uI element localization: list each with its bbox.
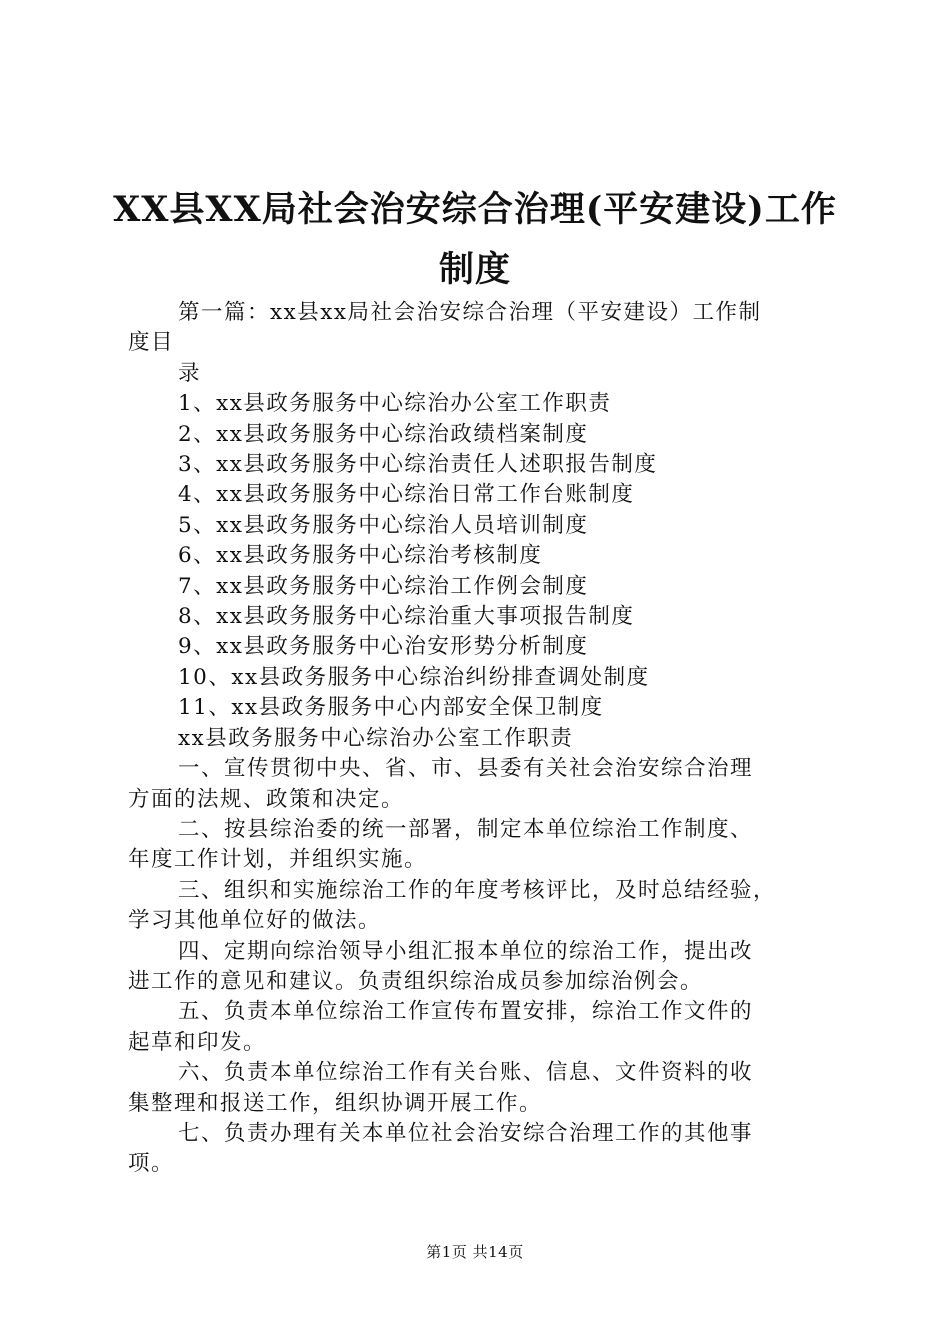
- toc-item-1: 1、xx县政务服务中心综治办公室工作职责: [178, 391, 612, 417]
- paragraph-5-line-1: 五、负责本单位综治工作宣传布置安排，综治工作文件的: [178, 999, 754, 1025]
- paragraph-5-line-2: 起草和印发。: [128, 1029, 267, 1055]
- paragraph-4-line-1: 四、定期向综治领导小组汇报本单位的综治工作，提出改: [178, 938, 754, 964]
- toc-item-11: 11、xx县政务服务中心内部安全保卫制度: [178, 695, 604, 721]
- toc-item-10: 10、xx县政务服务中心综治纠纷排查调处制度: [178, 664, 650, 690]
- paragraph-2-line-2: 年度工作计划，并组织实施。: [128, 847, 428, 873]
- paragraph-3-line-2: 学习其他单位好的做法。: [128, 908, 382, 934]
- paragraph-6-line-2: 集整理和报送工作，组织协调开展工作。: [128, 1090, 543, 1116]
- toc-item-3: 3、xx县政务服务中心综治责任人述职报告制度: [178, 452, 658, 478]
- toc-item-8: 8、xx县政务服务中心综治重大事项报告制度: [178, 604, 635, 630]
- toc-item-4: 4、xx县政务服务中心综治日常工作台账制度: [178, 482, 635, 508]
- toc-item-2: 2、xx县政务服务中心综治政绩档案制度: [178, 421, 589, 447]
- paragraph-6-line-1: 六、负责本单位综治工作有关台账、信息、文件资料的收: [178, 1060, 754, 1086]
- paragraph-7-line-1: 七、负责办理有关本单位社会治安综合治理工作的其他事: [178, 1120, 754, 1146]
- paragraph-2-line-1: 二、按县综治委的统一部署，制定本单位综治工作制度、: [178, 816, 754, 842]
- intro-line-2: 度目: [128, 330, 175, 356]
- paragraph-7-line-2: 项。: [128, 1151, 175, 1177]
- paragraph-1-line-1: 一、宣传贯彻中央、省、市、县委有关社会治安综合治理: [178, 756, 754, 782]
- document-title-line-1: XX县XX局社会治安综合治理(平安建设)工作: [113, 189, 837, 230]
- toc-item-9: 9、xx县政务服务中心治安形势分析制度: [178, 634, 589, 660]
- toc-item-5: 5、xx县政务服务中心综治人员培训制度: [178, 512, 589, 538]
- section-heading: xx县政务服务中心综治办公室工作职责: [178, 725, 574, 751]
- paragraph-3-line-1: 三、组织和实施综治工作的年度考核评比，及时总结经验，: [178, 877, 777, 903]
- paragraph-4-line-2: 进工作的意见和建议。负责组织综治成员参加综治例会。: [128, 968, 704, 994]
- toc-item-6: 6、xx县政务服务中心综治考核制度: [178, 543, 543, 569]
- page-footer: 第1页 共14页: [426, 1243, 524, 1261]
- intro-line-3: 录: [178, 360, 202, 386]
- document-title-line-2: 制度: [438, 249, 511, 290]
- paragraph-1-line-2: 方面的法规、政策和决定。: [128, 786, 405, 812]
- intro-line-1: 第一篇：xx县xx局社会治安综合治理（平安建设）工作制: [178, 300, 762, 325]
- toc-item-7: 7、xx县政务服务中心综治工作例会制度: [178, 573, 589, 599]
- document-body: [128, 298, 833, 1180]
